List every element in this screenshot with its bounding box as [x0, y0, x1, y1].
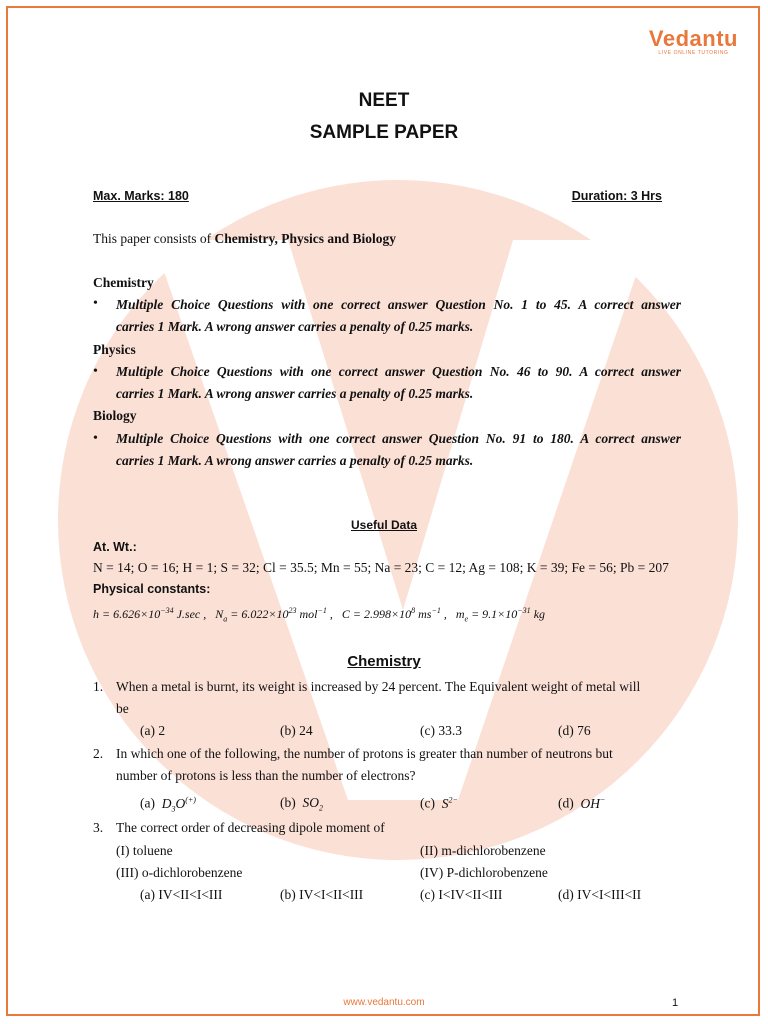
chemistry-heading: Chemistry: [347, 653, 421, 670]
separator: ,: [326, 607, 333, 621]
question-number: 3.: [93, 820, 104, 835]
unit: kg: [530, 607, 546, 621]
exponent: −34: [160, 606, 174, 615]
question-text-line2: number of protons is less than the number of electrons?: [116, 768, 416, 783]
question-number: 2.: [93, 746, 104, 761]
option-b: [280, 795, 323, 813]
exponent: −31: [517, 606, 531, 615]
option-b: (b) IV<I<II<III: [280, 887, 364, 902]
bullet-dot: •: [93, 364, 98, 379]
unit: ms: [415, 607, 432, 621]
superscript: −: [600, 795, 606, 804]
max-marks: Max. Marks: 180: [93, 189, 189, 203]
exponent: −1: [431, 606, 441, 615]
option-c: (c) 33.3: [420, 723, 462, 738]
atomic-weight-values: N = 14; O = 16; H = 1; S = 32; Cl = 35.5; Mn = 55; Na = 23; C = 12; Ag = 108; K = 39; Fe = 56; Pb = 207: [93, 560, 669, 575]
superscript: (+): [185, 795, 196, 804]
logo-tagline: LIVE ONLINE TUTORING: [658, 50, 729, 56]
option-d: [558, 795, 605, 812]
option-label: (c): [420, 795, 435, 811]
avogadro-value: = 6.022×10: [227, 607, 289, 621]
formula: D: [161, 795, 172, 811]
subscript: a: [223, 614, 228, 624]
compound-item: (II) m-dichlorobenzene: [420, 843, 546, 858]
physical-constants-label: Physical constants:: [93, 582, 211, 596]
exam-title: NEET: [358, 90, 410, 111]
option-c: [420, 795, 458, 812]
formula: S: [441, 795, 449, 811]
option-label: (d): [558, 795, 574, 811]
question-text-line2: be: [116, 701, 129, 716]
exponent: 23: [288, 606, 297, 615]
exponent: 8: [411, 606, 416, 615]
footer-url[interactable]: www.vedantu.com: [343, 997, 425, 1008]
electron-mass-symbol: m: [455, 607, 465, 621]
subscript: e: [464, 614, 469, 624]
logo-wordmark: Vedantu: [648, 26, 738, 51]
atomic-weight-label: At. Wt.:: [93, 540, 137, 554]
duration: Duration: 3 Hrs: [571, 189, 662, 203]
planck-constant: h = 6.626×10: [93, 607, 161, 621]
option-label: (b): [280, 795, 296, 810]
option-c: (c) I<IV<II<III: [420, 887, 503, 902]
paper-title: SAMPLE PAPER: [309, 122, 459, 143]
section-rule-line1: Multiple Choice Questions with one correct answer Question No. 91 to 180. A correct answer: [116, 431, 681, 446]
bullet-dot: •: [93, 296, 98, 311]
compound-item: (IV) P-dichlorobenzene: [420, 865, 548, 880]
avogadro-symbol: N: [215, 607, 224, 621]
question-text-line1: In which one of the following, the number of protons is greater than number of neutrons but: [116, 746, 613, 761]
intro-prefix: This paper consists of: [93, 231, 215, 246]
physical-constants-values: [93, 606, 545, 623]
question-text-line1: When a metal is burnt, its weight is increased by 24 percent. The Equivalent weight of metal will: [116, 679, 641, 694]
exponent: −1: [317, 606, 327, 615]
section-rule-line2: carries 1 Mark. A wrong answer carries a penalty of 0.25 marks.: [116, 386, 474, 401]
option-a: [140, 795, 196, 813]
formula: SO: [302, 795, 319, 810]
separator: ,: [440, 607, 447, 621]
electron-mass-value: = 9.1×10: [468, 607, 518, 621]
section-name-biology: Biology: [93, 408, 137, 423]
question-text-line1: The correct order of decreasing dipole moment of: [116, 820, 385, 835]
unit: mol: [296, 607, 318, 621]
section-name-physics: Physics: [93, 342, 136, 357]
bullet-dot: •: [93, 431, 98, 446]
compound-item: (III) o-dichlorobenzene: [116, 865, 243, 880]
formula: OH: [580, 795, 600, 811]
light-speed: C = 2.998×10: [341, 607, 412, 621]
useful-data-heading: Useful Data: [350, 518, 418, 532]
section-rule-line1: Multiple Choice Questions with one correct answer Question No. 46 to 90. A correct answer: [116, 364, 681, 379]
option-d: (d) IV<I<III<II: [558, 887, 642, 902]
intro-subjects: Chemistry, Physics and Biology: [214, 231, 397, 246]
section-name-chemistry: Chemistry: [93, 275, 154, 290]
option-b: (b) 24: [280, 723, 313, 738]
page-number: 1: [672, 997, 679, 1009]
subscript: 2: [319, 803, 323, 813]
vedantu-logo[interactable]: [649, 26, 738, 56]
superscript: 2−: [448, 795, 458, 804]
section-rule-line1: Multiple Choice Questions with one correct answer Question No. 1 to 45. A correct answer: [116, 297, 681, 312]
option-a: (a) 2: [140, 723, 166, 738]
option-d: (d) 76: [558, 723, 591, 738]
section-rule-line2: carries 1 Mark. A wrong answer carries a penalty of 0.25 marks.: [116, 319, 474, 334]
unit: J.sec ,: [173, 607, 207, 621]
subscript: 3: [171, 804, 176, 814]
compound-item: (I) toluene: [116, 843, 173, 858]
intro-line: [93, 231, 396, 247]
question-number: 1.: [93, 679, 104, 694]
option-label: (a): [140, 795, 155, 811]
option-a: (a) IV<II<I<III: [140, 887, 223, 902]
formula: O: [175, 795, 186, 811]
section-rule-line2: carries 1 Mark. A wrong answer carries a penalty of 0.25 marks.: [116, 453, 474, 468]
